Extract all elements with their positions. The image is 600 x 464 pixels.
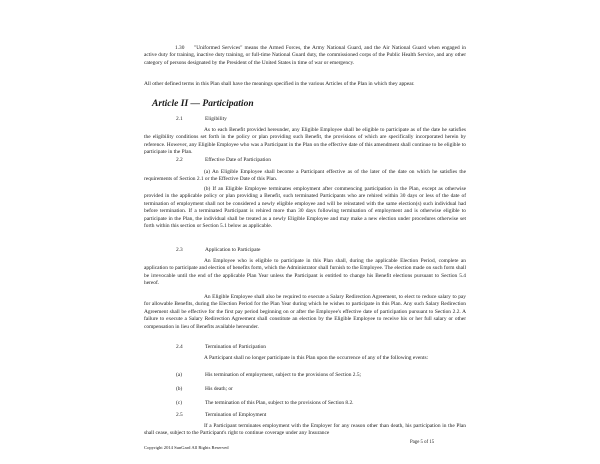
- list-item-text: His death; or: [205, 386, 233, 392]
- section-2-1-number: 2.1: [176, 116, 183, 122]
- section-2-4-intro: A Participant shall no longer participate in this Plan upon the occurrence of any of the following events:: [204, 355, 429, 361]
- page-number: Page 5 of 15: [410, 440, 435, 445]
- section-2-3-heading: Application to Participate: [205, 247, 261, 253]
- article-title: Article II — Participation: [152, 99, 254, 109]
- section-2-2-a-text: (a) An Eligible Employee shall become a Participant effective as of the later of the date on which he satisfies the requirements of Section 2.1 or the Effective Date of this Plan.: [144, 169, 466, 183]
- section-2-3-p1-text: An Employee who is eligible to participate in this Plan shall, during the applicable Election Period, complete an application to participate and election of benefits form, which the Administrator shall furnish to the Employee. The election made on such form shall be irrevocable until the end of the applicable Plan Year unless the Participant is entitled to change his Benefit elections pursuant to Section 5.4 hereof.: [144, 258, 466, 287]
- section-1-30-number: 1.30: [175, 45, 185, 51]
- list-item-label: (b): [176, 386, 183, 392]
- copyright-notice: Copyright 2014 SunGard All Rights Reserved: [144, 445, 229, 450]
- section-2-1-text: As to each Benefit provided hereunder, any Eligible Employee shall be eligible to participate as of the date he satisfies the eligibility conditions set forth in the policy or plan providing such Benefit, the provisions of which are specifically incorporated herein by reference. However, any Eligible Employee who was a Participant in the Plan on the effective date of this amendment shall continue to be eligible to participate in the Plan.: [144, 127, 466, 156]
- section-1-30-text: "Uniformed Services" means the Armed Forces, the Army National Guard, and the Air National Guard when engaged in active duty for training, inactive duty training, or full-time National Guard duty, the commissioned corps of the Public Health Service, and any other category of persons designated by the President of the United States in time of war or emergency.: [144, 45, 466, 66]
- section-2-2-b-text: (b) If an Eligible Employee terminates employment after commencing participation in the Plan, except as otherwise provided in the applicable policy or plan providing a Benefit, such terminated Participants who are rehired within 30 days or less of the date of termination of employment shall not be considered a newly eligible employee and will be reinstated with the same election(s) such individual had before termination. If a terminated Participant is rehired more than 30 days following termination of employment and is otherwise eligible to participate in the Plan, the individual shall be treated as a newly Eligible Employee and may make a new election under procedures otherwise set forth within this section or Section 5.1 below as applicable.: [144, 186, 466, 230]
- section-2-2-heading: Effective Date of Participation: [205, 157, 271, 163]
- list-item-label: (c): [176, 400, 182, 406]
- section-2-4-number: 2.4: [176, 344, 183, 350]
- list-item-text: His termination of employment, subject to the provisions of Section 2.5;: [205, 372, 362, 378]
- section-2-3-p2-text: An Eligible Employee shall also be required to execute a Salary Redirection Agreement, to elect to reduce salary to pay for allowable Benefits, during the Election Period for the Plan Year during which he wishes to participate in this Plan. Any such Salary Redirection Agreement shall be effective for the first pay period beginning on or after the Employee's effective date of participation pursuant to Section 2.2. A failure to execute a Salary Redirection Agreement shall constitute an election by the Eligible Employee to receive his or her full salary or other compensation in lieu of Benefits available hereunder.: [144, 294, 466, 330]
- section-2-2-number: 2.2: [176, 157, 183, 163]
- section-2-5-heading: Termination of Employment: [205, 412, 267, 418]
- section-2-1-heading: Eligibility: [205, 116, 227, 122]
- section-2-5-number: 2.5: [176, 412, 183, 418]
- other-terms-paragraph: All other defined terms in this Plan shall have the meanings specified in the various Articles of the Plan in which they appear.: [144, 81, 415, 87]
- section-2-5-text: If a Participant terminates employment with the Employer for any reason other than death, his participation in the Plan shall cease, subject to the Participant's right to continue coverage under any Insurance: [144, 423, 466, 437]
- list-item-label: (a): [176, 372, 182, 378]
- section-2-4-heading: Termination of Participation: [205, 344, 266, 350]
- list-item-text: The termination of this Plan, subject to the provisions of Section 8.2.: [205, 400, 354, 406]
- section-2-3-number: 2.3: [176, 247, 183, 253]
